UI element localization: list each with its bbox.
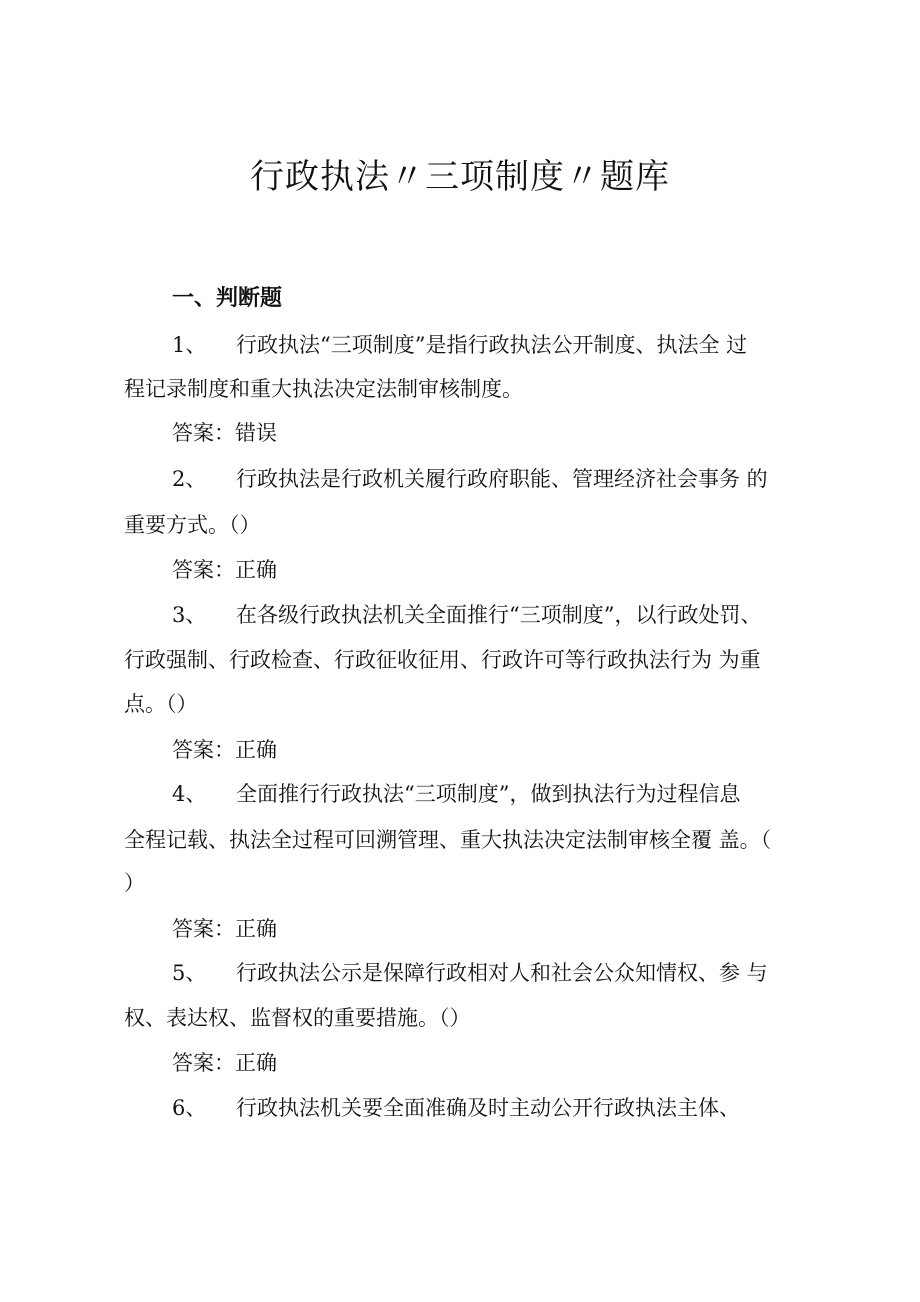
question-number: 2、 [172,467,207,491]
question-text-line: 权、表达权、监督权的重要措施。（） [124,1006,471,1030]
question-number: 1、 [172,333,207,357]
question-text-line: 行政执法是行政机关履行政府职能、管理经济社会事务 的 [236,467,768,491]
document-title: 行政执法〃三项制度〃题库 [250,157,670,197]
question-text-line: 点。（） [124,692,198,716]
question-number: 4、 [172,782,207,806]
question-number: 3、 [172,603,207,627]
question-text-line: 全程记载、执法全过程可回溯管理、重大执法决定法制审核全覆 盖。（ [124,828,772,852]
answer-text: 答案：正确 [172,558,277,582]
answer-text: 答案：正确 [172,917,277,941]
answer-text: 答案：正确 [172,1051,277,1075]
question-text-line: ） [124,871,145,895]
section-heading: 一、判断题 [172,286,283,311]
question-text-line: 行政执法“三项制度”是指行政执法公开制度、执法全 过 [236,333,748,357]
question-number: 5、 [172,961,207,985]
question-text-line: 在各级行政执法机关全面推行“三项制度”，以行政处罚、 [236,603,762,627]
question-text-line: 行政执法机关要全面准确及时主动公开行政执法主体、 [236,1096,740,1120]
question-text-line: 全面推行行政执法“三项制度”，做到执法行为过程信息 [236,782,741,806]
question-text-line: 重要方式。（） [124,513,261,537]
question-text-line: 行政执法公示是保障行政相对人和社会公众知情权、参 与 [236,961,768,985]
answer-text: 答案：错误 [172,421,277,445]
question-number: 6、 [172,1096,207,1120]
question-text-line: 程记录制度和重大执法决定法制审核制度。 [124,377,523,401]
question-text-line: 行政强制、行政检查、行政征收征用、行政许可等行政执法行为 为重 [124,648,761,672]
answer-text: 答案：正确 [172,738,277,762]
